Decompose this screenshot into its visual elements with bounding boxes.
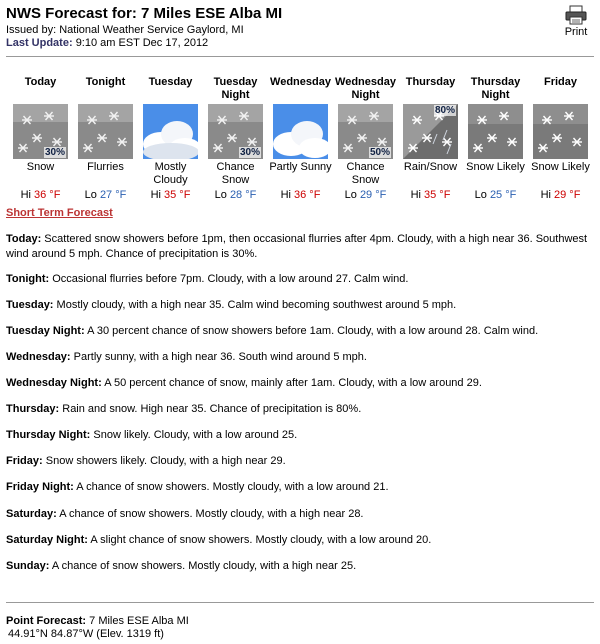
weather-chance-snow-icon[interactable] (338, 104, 393, 159)
issued-by: Issued by: National Weather Service Gaylord, MI (6, 24, 244, 36)
forecast-period (6, 533, 592, 548)
temp-value: 29 °F (554, 189, 581, 201)
period-name: Today: (6, 233, 42, 245)
day-condition: Chance Snow (216, 161, 255, 186)
weather-partly-sunny-icon[interactable] (273, 104, 328, 159)
precip-percent: 80% (434, 105, 455, 116)
last-update (6, 37, 594, 50)
period-text: Scattered snow showers before 1pm, then occasional flurries after 4pm. Cloudy, with a high near 36. Southwest wind around 5 mph. Chance of precipitation is 30%. (6, 233, 588, 260)
day-name: Wednesday Night (335, 76, 396, 101)
forecast-period (6, 507, 592, 522)
period-name: Saturday: (6, 508, 57, 520)
period-name: Thursday: (6, 403, 60, 415)
forecast-day (463, 76, 528, 202)
forecast-period (6, 350, 592, 365)
forecast-period (6, 402, 592, 417)
day-name: Tuesday Night (213, 76, 258, 101)
day-name: Tuesday (148, 76, 193, 88)
point-forecast-label: Point Forecast: (6, 615, 87, 627)
temp-label: Lo (474, 189, 487, 201)
day-condition: Snow Likely (531, 161, 590, 173)
day-name: Friday (543, 76, 577, 88)
forecast-day (73, 76, 138, 202)
period-text: Snow showers likely. Cloudy, with a high near 29. (42, 455, 286, 467)
temp-label: Lo (214, 189, 227, 201)
precip-percent: 30% (44, 147, 65, 158)
forecast-period (6, 272, 592, 287)
period-text: Snow likely. Cloudy, with a low around 25. (90, 429, 298, 441)
period-name: Friday Night: (6, 481, 74, 493)
weather-snow-icon[interactable] (13, 104, 68, 159)
weather-flurries-icon[interactable] (78, 104, 133, 159)
temp-label: Hi (410, 189, 421, 201)
point-forecast (6, 615, 189, 641)
day-temperature (398, 189, 463, 202)
point-coordinates: 44.91°N 84.87°W (Elev. 1319 ft) (8, 628, 164, 640)
period-text: A 30 percent chance of snow showers before 1am. Cloudy, with a low around 28. Calm wind. (84, 325, 539, 337)
header (6, 5, 594, 50)
forecast-period (6, 454, 592, 469)
forecast-day (8, 76, 73, 202)
day-condition: Snow (26, 161, 55, 173)
temp-label: Lo (344, 189, 357, 201)
precip-percent: 50% (369, 147, 390, 158)
temp-value: 29 °F (359, 189, 387, 201)
day-temperature (268, 189, 333, 202)
day-temperature (8, 189, 73, 202)
day-temperature (73, 189, 138, 202)
day-temperature (138, 189, 203, 202)
forecast-period (6, 428, 592, 443)
print-label: Print (564, 26, 588, 38)
forecast-strip (8, 76, 594, 202)
divider (6, 602, 594, 603)
period-text: Partly sunny, with a high near 36. South wind around 5 mph. (70, 351, 367, 363)
temp-value: 35 °F (164, 189, 191, 201)
temp-value: 36 °F (34, 189, 61, 201)
print-button[interactable] (558, 5, 594, 38)
period-name: Wednesday Night: (6, 377, 102, 389)
day-condition: Rain/Snow (403, 161, 458, 173)
weather-mostly-cloudy-icon[interactable] (143, 104, 198, 159)
temp-label: Hi (150, 189, 161, 201)
point-forecast-location: 7 Miles ESE Alba MI (89, 615, 189, 627)
short-term-forecast-link[interactable]: Short Term Forecast (6, 207, 113, 219)
day-condition: Flurries (87, 161, 124, 173)
day-condition: Snow Likely (466, 161, 525, 173)
forecast-period (6, 232, 592, 262)
day-name: Today (24, 76, 57, 88)
period-text: Mostly cloudy, with a high near 35. Calm wind becoming southwest around 5 mph. (53, 299, 457, 311)
day-condition: Mostly Cloudy (153, 161, 188, 186)
last-update-value: 9:10 am EST Dec 17, 2012 (75, 37, 209, 49)
forecast-day (203, 76, 268, 202)
weather-chance-snow-icon[interactable] (208, 104, 263, 159)
forecast-period (6, 480, 592, 495)
forecast-day (528, 76, 593, 202)
period-text: A slight chance of snow showers. Mostly cloudy, with a low around 20. (87, 534, 432, 546)
period-name: Friday: (6, 455, 43, 467)
temp-value: 28 °F (229, 189, 257, 201)
day-name: Thursday Night (470, 76, 521, 101)
day-temperature (203, 189, 268, 202)
forecast-day (333, 76, 398, 202)
divider (6, 56, 594, 57)
temp-label: Lo (84, 189, 97, 201)
weather-snow-likely-icon[interactable] (468, 104, 523, 159)
period-name: Tonight: (6, 273, 50, 285)
day-temperature (463, 189, 528, 202)
temp-value: 27 °F (99, 189, 127, 201)
period-text: A chance of snow showers. Mostly cloudy, with a high near 25. (49, 560, 357, 572)
day-temperature (528, 189, 593, 202)
temp-label: Hi (280, 189, 291, 201)
period-name: Tuesday Night: (6, 325, 85, 337)
period-text: A chance of snow showers. Mostly cloudy, with a low around 21. (73, 481, 389, 493)
day-name: Wednesday (270, 76, 331, 88)
day-temperature (333, 189, 398, 202)
temp-value: 25 °F (489, 189, 517, 201)
precip-percent: 30% (239, 147, 260, 158)
period-text: Rain and snow. High near 35. Chance of precipitation is 80%. (59, 403, 362, 415)
page-title: NWS Forecast for: 7 Miles ESE Alba MI (6, 5, 283, 22)
period-text: A chance of snow showers. Mostly cloudy, with a high near 28. (56, 508, 364, 520)
weather-rain-snow-icon[interactable] (403, 104, 458, 159)
day-name: Thursday (405, 76, 456, 88)
last-update-label: Last Update: (6, 37, 73, 49)
period-name: Saturday Night: (6, 534, 88, 546)
day-condition: Chance Snow (346, 161, 385, 186)
forecast-day (138, 76, 203, 202)
period-name: Wednesday: (6, 351, 71, 363)
period-name: Thursday Night: (6, 429, 91, 441)
period-name: Tuesday: (6, 299, 54, 311)
weather-snow-likely-icon[interactable] (533, 104, 588, 159)
forecast-period (6, 298, 592, 313)
day-name: Tonight (85, 76, 126, 88)
forecast-day (268, 76, 333, 202)
temp-value: 35 °F (424, 189, 451, 201)
forecast-period (6, 376, 592, 391)
temp-label: Hi (540, 189, 551, 201)
forecast-period (6, 324, 592, 339)
day-condition: Partly Sunny (269, 161, 332, 173)
forecast-period (6, 559, 592, 574)
period-text: Occasional flurries before 7pm. Cloudy, with a low around 27. Calm wind. (49, 273, 409, 285)
period-text: A 50 percent chance of snow, mainly after 1am. Cloudy, with a low around 29. (101, 377, 482, 389)
period-name: Sunday: (6, 560, 50, 572)
temp-value: 36 °F (294, 189, 321, 201)
temp-label: Hi (20, 189, 31, 201)
forecast-day (398, 76, 463, 202)
printer-icon (565, 5, 587, 25)
